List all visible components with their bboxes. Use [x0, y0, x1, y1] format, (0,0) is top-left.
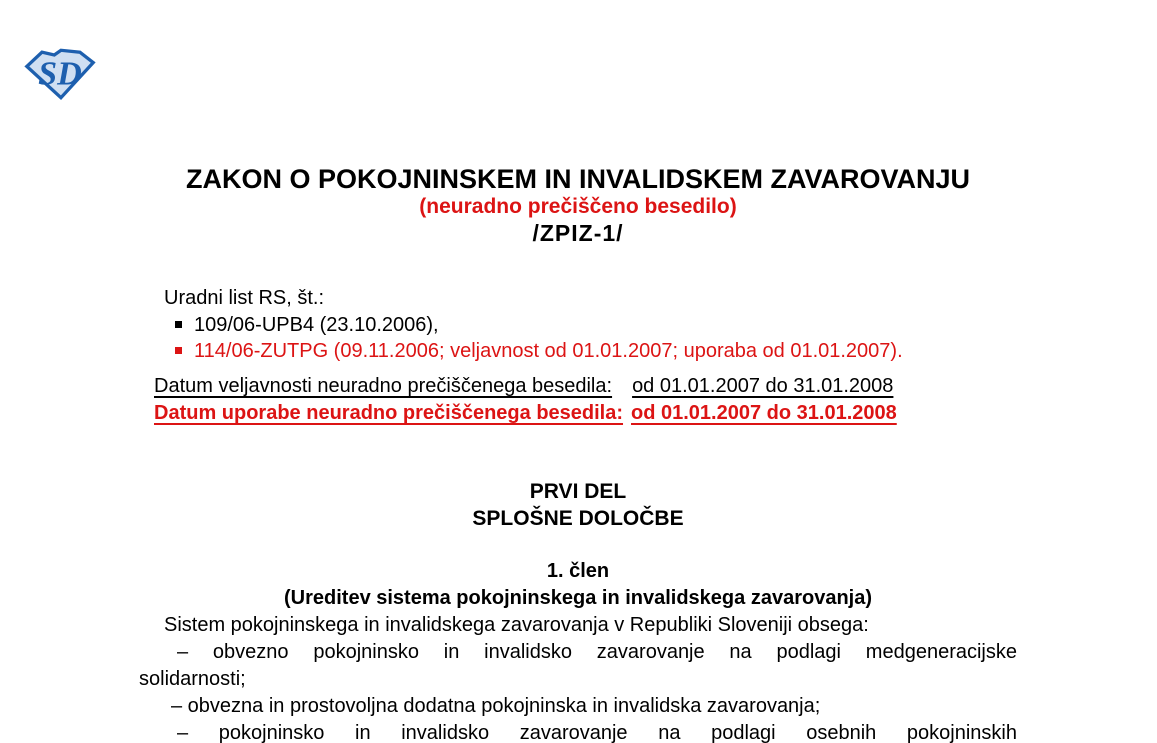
bullet-square-icon	[175, 347, 182, 354]
part-title: PRVI DEL	[529, 480, 627, 503]
gazette-item	[139, 312, 1017, 338]
article-text-line: – pokojninsko in invalidsko zavarovanje na podlagi osebnih pokojninskih	[177, 722, 1017, 743]
article-text-line: Sistem pokojninskega in invalidskega zavarovanja v Republiki Sloveniji obsega:	[164, 614, 869, 636]
article-number: 1. člen	[546, 560, 610, 582]
article-caption: (Ureditev sistema pokojninskega in invalidskega zavarovanja)	[284, 587, 872, 609]
sd-shield-icon	[23, 46, 97, 102]
validity-date-line	[139, 373, 1017, 400]
document-code: /ZPIZ-1/	[532, 220, 624, 246]
article-text-line: – obvezna in prostovoljna dodatna pokojninska in invalidska zavarovanja;	[171, 695, 821, 717]
usage-date-line	[139, 400, 1017, 427]
gazette-item-text: 109/06-UPB4 (23.10.2006),	[194, 314, 439, 336]
bullet-square-icon	[175, 321, 182, 328]
gazette-item	[139, 338, 1017, 364]
usage-value: od 01.01.2007 do 31.01.2008	[631, 402, 897, 424]
article-text-line: – obvezno pokojninsko in invalidsko zavarovanje na podlagi medgeneracijske	[177, 641, 1017, 663]
document-subtitle: (neuradno prečiščeno besedilo)	[419, 195, 737, 218]
gazette-intro: Uradni list RS, št.:	[164, 287, 325, 309]
gazette-item-text: 114/06-ZUTPG (09.11.2006; veljavnost od 01.01.2007; uporaba od 01.01.2007).	[194, 340, 903, 362]
sd-logo-icon	[23, 46, 97, 102]
validity-label: Datum veljavnosti neuradno prečiščenega besedila:	[154, 375, 613, 397]
validity-value: od 01.01.2007 do 31.01.2008	[632, 375, 894, 397]
logo-letters: SD	[38, 55, 82, 93]
article-text-line: solidarnosti;	[139, 668, 246, 690]
document-content	[139, 166, 1017, 743]
usage-label: Datum uporabe neuradno prečiščenega besedila:	[154, 402, 624, 424]
document-title: ZAKON O POKOJNINSKEM IN INVALIDSKEM ZAVAROVANJU	[185, 164, 971, 194]
part-subtitle: SPLOŠNE DOLOČBE	[472, 507, 684, 530]
